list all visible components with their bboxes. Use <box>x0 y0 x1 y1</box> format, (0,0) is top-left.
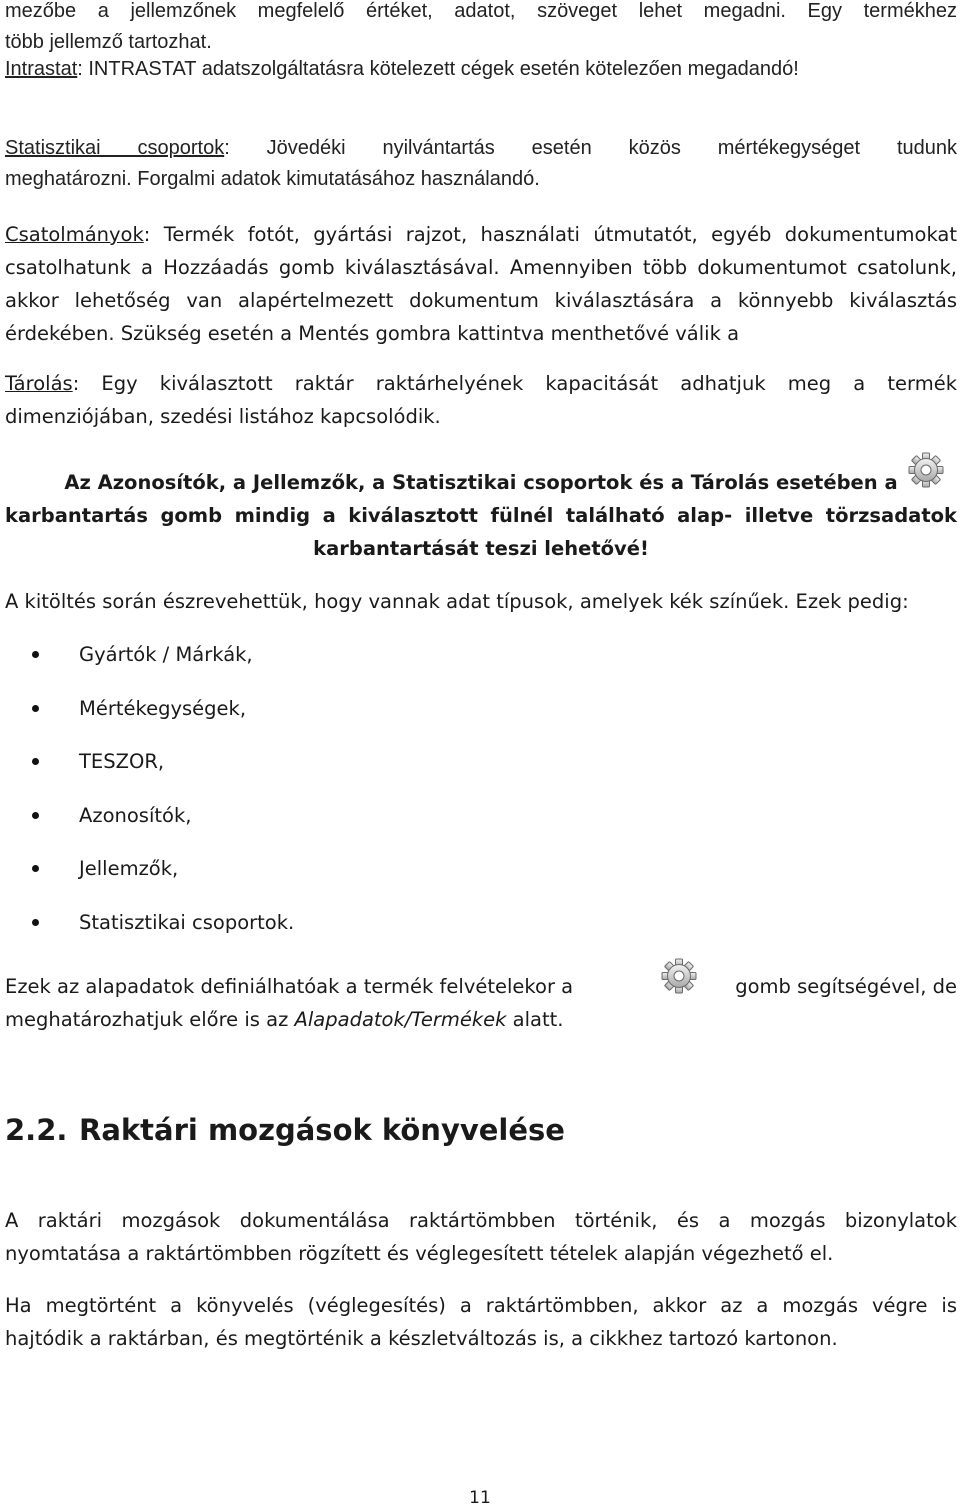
blue-data-types-list <box>5 641 957 962</box>
intrastat-text: : INTRASTAT adatszolgáltatásra kötelezett cégek esetén kötelezően megadandó! <box>77 58 799 80</box>
menu-path: Alapadatok/Termékek <box>294 1008 507 1031</box>
list-item-label: Mértékegységek, <box>79 696 247 720</box>
text-line: nyomtatása a raktártömbben rögzített és véglegesített tételek alapján végezhető el. <box>5 1242 834 1265</box>
list-item <box>5 695 957 749</box>
text-line: akkor lehetőség van alapértelmezett dokumentum kiválasztására a könnyebb kiválasztás <box>5 289 957 312</box>
page-number: 11 <box>469 1488 491 1508</box>
tarolas-term: Tárolás <box>5 372 73 395</box>
section-heading <box>5 1110 565 1150</box>
text-line: hajtódik a raktárban, és megtörténik a készletváltozás is, a cikkhez tartozó kartonon. <box>5 1327 838 1350</box>
text-line: meghatározni. Forgalmi adatok kimutatásához használandó. <box>5 168 540 190</box>
list-item <box>5 802 957 856</box>
jellemzok-paragraph <box>5 0 957 58</box>
text-line: több jellemző tartozhat. <box>5 31 212 53</box>
text-line: : Termék fotót, gyártási rajzot, használati útmutatót, egyéb dokumentumokat <box>143 223 957 246</box>
list-item-label: Azonosítók, <box>79 803 192 827</box>
list-item-label: TESZOR, <box>79 750 165 773</box>
list-item <box>5 641 957 695</box>
list-item-label: Gyártók / Márkák, <box>79 643 253 666</box>
bullet-icon <box>32 705 39 712</box>
text-line: : Jövedéki nyilvántartás esetén közös mértékegységet tudunk <box>224 137 957 159</box>
csatolmanyok-term: Csatolmányok <box>5 223 144 246</box>
section-title: Raktári mozgások könyvelése <box>79 1113 565 1147</box>
intrastat-term: Intrastat <box>5 58 78 80</box>
text-segment: gomb segítségével, de <box>735 975 957 998</box>
note-line: karbantartását teszi lehetővé! <box>313 537 649 560</box>
maintenance-note <box>5 466 957 565</box>
list-item-label: Statisztikai csoportok. <box>79 910 295 934</box>
bullet-icon <box>32 651 39 658</box>
bullet-icon <box>32 919 39 926</box>
text-line: csatolhatunk a Hozzáadás gomb kiválasztásával. Amennyiben több dokumentumot csatolunk, <box>5 256 957 279</box>
statisztikai-paragraph <box>5 133 957 195</box>
note-line: Az Azonosítók, a Jellemzők, a Statisztikai csoportok és a Tárolás esetében a <box>64 471 898 494</box>
text-line: A kitöltés során észrevehettük, hogy vannak adat típusok, amelyek kék színűek. Ezek pedig: <box>5 590 909 613</box>
section-number: 2.2. <box>5 1113 68 1147</box>
text-line: Ha megtörtént a könyvelés (véglegesítés) a raktártömbben, akkor az a mozgás végre is <box>5 1294 957 1317</box>
list-intro <box>5 586 957 617</box>
text-line: érdekében. Szükség esetén a Mentés gombra kattintva menthetővé válik a <box>5 322 740 345</box>
intrastat-paragraph <box>5 54 957 85</box>
alapadatok-paragraph <box>5 970 957 1036</box>
text-line: : Egy kiválasztott raktár raktárhelyének kapacitását adhatjuk meg a termék <box>72 372 957 395</box>
text-segment: Ezek az alapadatok definiálhatóak a termék felvételekor a <box>5 975 574 998</box>
list-item-label: Jellemzők, <box>79 857 179 880</box>
text-line: A raktári mozgások dokumentálása raktártömbben történik, és a mozgás bizonylatok <box>5 1209 957 1232</box>
list-item <box>5 748 957 802</box>
statisztikai-term: Statisztikai csoportok <box>5 137 225 159</box>
konyveles-paragraph <box>5 1289 957 1355</box>
bullet-icon <box>32 812 39 819</box>
text-segment: meghatározhatjuk előre is az <box>5 1008 295 1031</box>
bullet-icon <box>32 758 39 765</box>
note-line: karbantartás gomb mindig a kiválasztott fülnél található alap- illetve törzsadatok <box>5 504 957 527</box>
text-segment: alatt. <box>506 1008 564 1031</box>
text-line: dimenziójában, szedési listához kapcsolódik. <box>5 405 441 428</box>
list-item <box>5 855 957 909</box>
bullet-icon <box>32 865 39 872</box>
raktartomb-paragraph <box>5 1204 957 1270</box>
csatolmanyok-paragraph <box>5 218 957 350</box>
gear-icon <box>907 451 945 489</box>
gear-icon <box>660 957 698 995</box>
text-line: mezőbe a jellemzőnek megfelelő értéket, adatot, szöveget lehet megadni. Egy termékhez <box>5 0 957 22</box>
tarolas-paragraph <box>5 367 957 433</box>
list-item <box>5 909 957 963</box>
